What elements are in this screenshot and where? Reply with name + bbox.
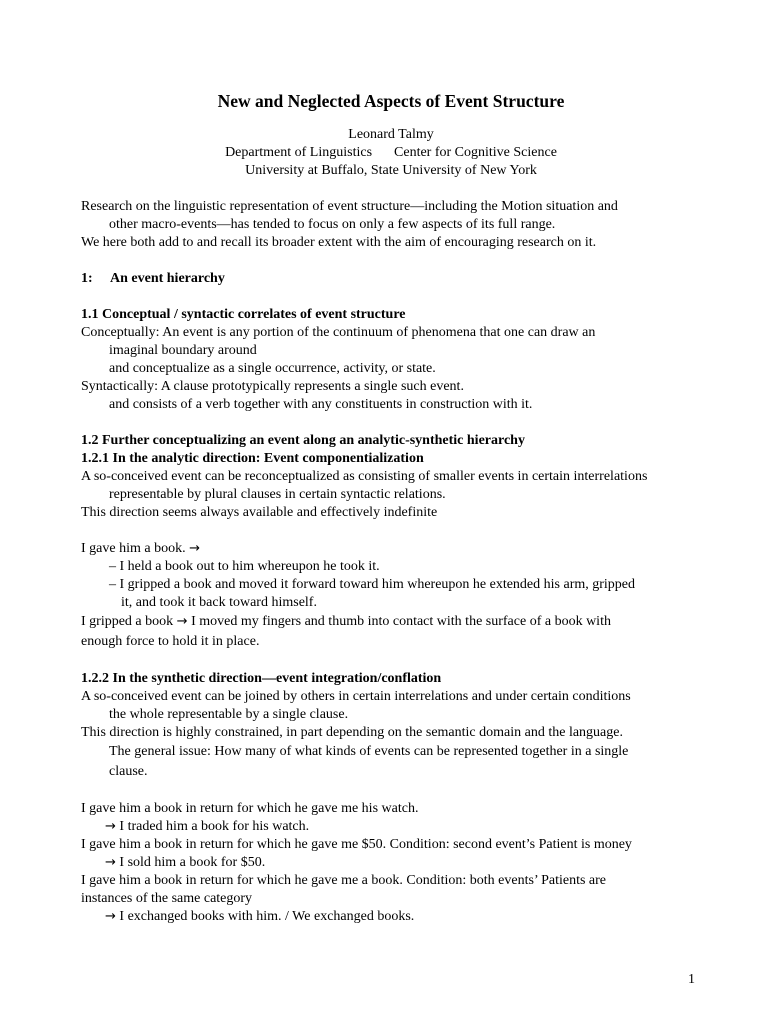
example-5-b: → I exchanged books with him. / We exchanged books. [105,909,415,924]
arrow-icon: → [105,909,116,924]
synthetic-constraint-note: This direction is highly constrained, in part depending on the semantic domain and the language. [81,725,623,740]
section-1-2-2-heading: 1.2.2 In the synthetic direction—event integration/conflation [81,671,442,686]
general-issue-note: The general issue: How many of what kinds of events can be represented together in a single clause. [109,744,629,779]
author-name: Leonard Talmy [348,127,434,142]
example-5-a: I gave him a book in return for which he gave me a book. Condition: both events’ Patients are instances of the same category [81,873,606,906]
arrow-icon: → [189,541,200,556]
arrow-icon: → [105,855,116,870]
author-university: University at Buffalo, State University of New York [245,163,537,178]
arrow-icon: → [176,614,188,629]
intro-paragraph-2: We here both add to and recall its broader extent with the aim of encouraging research on it. [81,235,597,250]
example-3-b: → I traded him a book for his watch. [105,819,310,834]
example-4-a: I gave him a book in return for which he gave me $50. Condition: second event’s Patient is money [81,837,632,852]
author-affiliation [81,144,701,162]
example-2: I gripped a book → I moved my fingers and thumb into contact with the surface of a book with enough force to hold it in place. [81,614,611,649]
section-1-heading: 1: An event hierarchy [81,271,225,286]
section-1-1-heading: 1.1 Conceptual / syntactic correlates of event structure [81,307,406,322]
conceptually-paragraph: Conceptually: An event is any portion of the continuum of phenomena that one can draw an imaginal boundary around and conceptualize as a single occurrence, activity, or state. [81,325,596,376]
example-4-b: → I sold him a book for $50. [105,855,266,870]
page-number: 1 [688,972,695,987]
analytic-paragraph: A so-conceived event can be reconceptualized as consisting of smaller events in certain interrelations representable by plural clauses in certain syntactic relations. [81,469,648,502]
section-1-2-1-heading: 1.2.1 In the analytic direction: Event componentialization [81,451,424,466]
example-1-a: – I held a book out to him whereupon he took it. [109,559,380,574]
paper-page [81,90,701,926]
arrow-icon: → [105,819,116,834]
analytic-direction-note: This direction seems always available and effectively indefinite [81,505,438,520]
affiliation-cognitive-science: Center for Cognitive Science [394,145,557,160]
syntactically-paragraph: Syntactically: A clause prototypically represents a single such event. and consists of a verb together with any constituents in construction with it. [81,379,533,412]
intro-paragraph-1: Research on the linguistic representation of event structure—including the Motion situation and other macro-events—has tended to focus on only a few aspects of its full range. [81,199,618,232]
affiliation-linguistics: Department of Linguistics [225,145,373,160]
synthetic-paragraph: A so-conceived event can be joined by others in certain interrelations and under certain conditions the whole representable by a single clause. [81,689,631,722]
paper-title: New and Neglected Aspects of Event Structure [217,91,565,111]
example-1-lead: I gave him a book. → [81,541,200,556]
example-3-a: I gave him a book in return for which he gave me his watch. [81,801,419,816]
section-1-2-heading: 1.2 Further conceptualizing an event along an analytic-synthetic hierarchy [81,433,525,448]
example-1-b: – I gripped a book and moved it forward toward him whereupon he extended his arm, gripped it, and took it back toward himself. [109,577,636,610]
